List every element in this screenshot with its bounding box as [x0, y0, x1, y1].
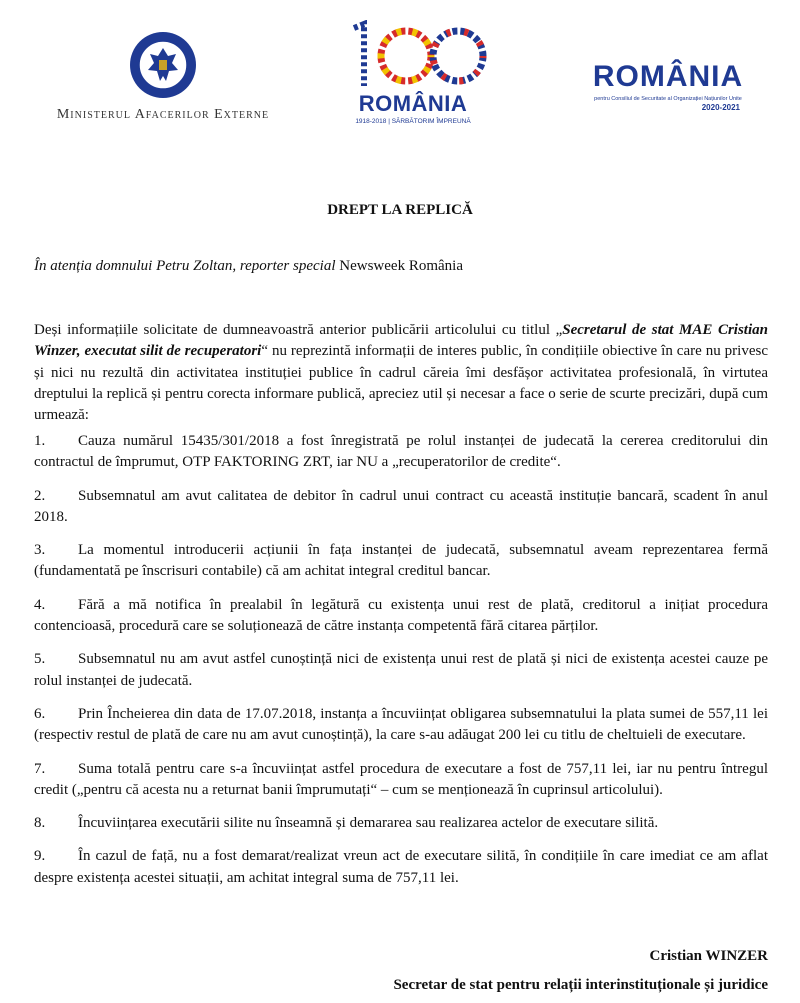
list-item	[34, 431, 768, 474]
item-text: Subsemnatul nu am avut astfel cunoștință nici de existența unui rest de plată și nici de existența acestei cauze pe rolul instanței de judecată.	[34, 651, 768, 689]
list-item	[34, 649, 768, 692]
clarifications-list	[34, 431, 768, 901]
item-text: În cazul de față, nu a fost demarat/realizat vreun act de executare silită, în condițiile în care imediat ce am aflat despre existența acestei situații, am achitat integral suma de 757,11 lei.	[34, 848, 768, 886]
list-item	[34, 540, 768, 583]
article-title: Secretarul de stat MAE Cristian Winzer, executat silit de recuperatori	[34, 322, 768, 360]
council-years: 2020-2021	[701, 103, 740, 112]
item-number: 2.	[34, 487, 46, 504]
centenary-logo	[338, 20, 488, 125]
item-number: 1.	[34, 433, 46, 449]
publication-name: Newsweek România	[339, 258, 463, 274]
list-item	[34, 813, 768, 834]
item-number: 4.	[34, 596, 46, 613]
item-text: Suma totală pentru care s-a încuviințat astfel procedura de executare a fost de 757,11 lei, iar nu pentru întregul credit („pentru că acesta nu a returnat banii împrumutați“ – cum se menționează în cuprinsul articolului).	[34, 760, 768, 798]
list-item	[34, 486, 768, 529]
government-logo	[38, 30, 288, 123]
council-subtitle: pentru Consiliul de Securitate al Organizației Națiunilor Unite	[594, 96, 742, 102]
list-item	[34, 595, 768, 638]
item-text: Cauza numărul 15435/301/2018 a fost înregistrată pe rolul instanței de judecată la cererea creditorului din contractul de împrumut, OTP FAKTORING ZRT, iar NU a „recuperatorilor de credite“.	[34, 433, 768, 471]
intro-after: “ nu reprezintă informații de interes public, în condițiile obiective în care nu privesc și nici nu rezultă din activitatea instituției publice în cadrul căreia îmi desfășor activitatea profesională, în virtutea dreptului la replică și pentru corecta informare publică, apreciez util și necesar a face o serie de scurte precizări, după cum urmează:	[34, 343, 768, 424]
centenary-subtitle: 1918-2018 | SĂRBĂTORIM ÎMPREUNĂ	[355, 118, 471, 125]
signature-role: Secretar de stat pentru relații interinstituționale și juridice	[393, 977, 768, 993]
item-number: 8.	[34, 815, 46, 832]
item-number: 5.	[34, 651, 46, 668]
item-text: Încuviințarea executării silite nu înseamnă și demararea sau realizarea actelor de executare silită.	[78, 815, 659, 832]
intro-paragraph	[34, 320, 768, 426]
item-text: Fără a mă notifica în prealabil în legătură cu existența unui rest de plată, creditorul a inițiat procedura contencioasă, procedură care se soluționează de către instanța competentă fără citarea părților.	[34, 596, 768, 635]
centenary-word: ROMÂNIA	[358, 91, 468, 116]
list-item	[34, 759, 768, 802]
centenary-100-icon	[338, 20, 488, 90]
council-word: ROMÂNIA	[592, 60, 744, 93]
attention-line	[34, 258, 774, 275]
un-council-logo	[578, 62, 758, 112]
government-seal-icon	[128, 30, 198, 100]
item-number: 6.	[34, 705, 46, 722]
list-item	[34, 846, 768, 889]
letterhead	[0, 0, 800, 150]
list-item	[34, 704, 768, 747]
item-number: 7.	[34, 760, 46, 777]
item-text: Subsemnatul am avut calitatea de debitor în cadrul unui contract cu această instituție bancară, scadent în anul 2018.	[34, 487, 768, 525]
ministry-name: Ministerul Afacerilor Externe	[56, 107, 270, 122]
intro-before: Deși informațiile solicitate de dumneavoastră anterior publicării articolului cu titlul „	[34, 322, 563, 338]
signature-name: Cristian WINZER	[649, 948, 768, 964]
item-text: Prin Încheierea din data de 17.07.2018, instanța a încuviințat obligarea subsemnatului la plata sumei de 557,11 lei (respectiv restul de plată de care nu am avut cunoștință), la care s-au adăugat 200 lei cu titlu de cheltuieli de executare.	[34, 705, 768, 744]
document-title: DREPT LA REPLICĂ	[327, 202, 473, 218]
item-number: 3.	[34, 542, 46, 559]
attention-prefix: În atenția domnului Petru Zoltan, reporter special	[34, 258, 340, 274]
item-text: La momentul introducerii acțiunii în fața instanței de judecată, subsemnatul aveam reprezentarea fermă (fundamentată pe înscrisuri contabile) că am achitat integral creditul bancar.	[34, 542, 768, 580]
item-number: 9.	[34, 848, 46, 865]
